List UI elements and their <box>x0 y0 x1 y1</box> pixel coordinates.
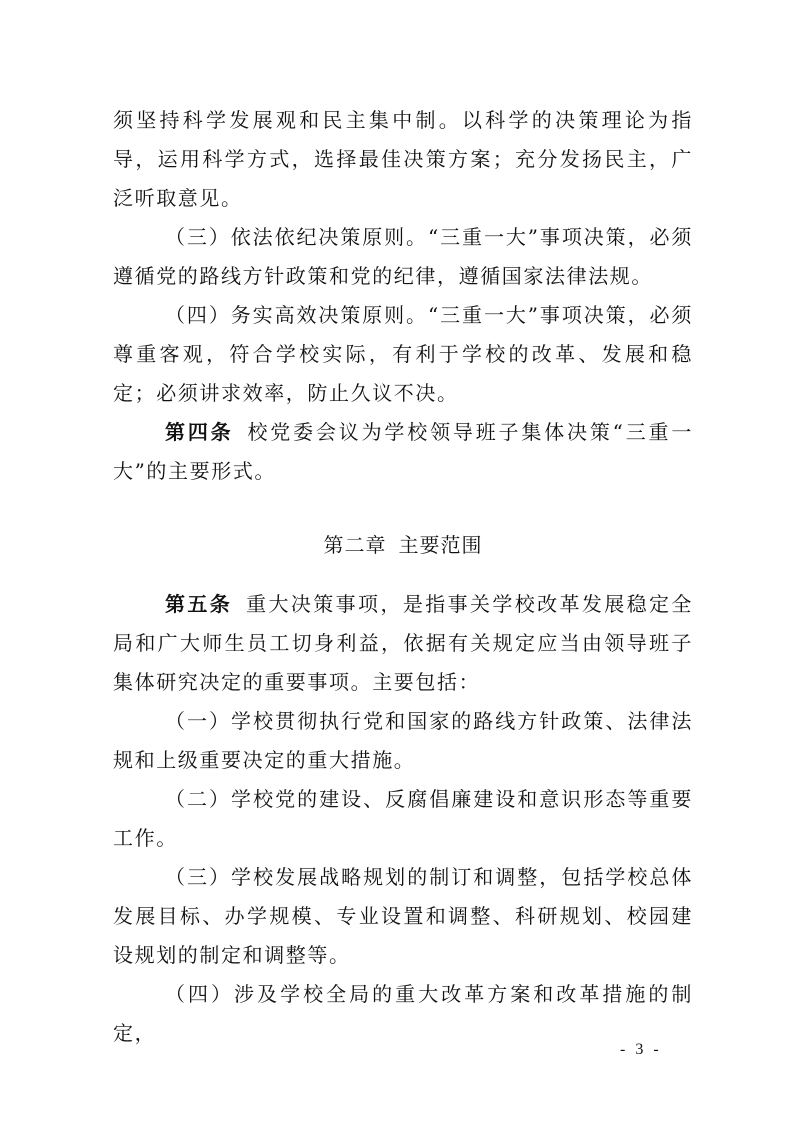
page-number: - 3 - <box>620 1041 662 1058</box>
chapter-heading <box>113 526 693 565</box>
body-text <box>113 101 693 1053</box>
article-5-text: 重大决策事项，是指事关学校改革发展稳定全局和广大师生员工切身利益，依据有关规定应当由领导班子集体研究决定的重要事项。主要包括： <box>113 592 693 694</box>
principle-4: （四）务实高效决策原则。“三重一大”事项决策，必须尊重客观，符合学校实际，有利于学校的改革、发展和稳定；必须讲求效率，防止久议不决。 <box>113 303 693 405</box>
principle-3: （三）依法依纪决策原则。“三重一大”事项决策，必须遵循党的路线方针政策和党的纪律，遵循国家法律法规。 <box>113 225 693 288</box>
paragraph-continuation: 须坚持科学发展观和民主集中制。以科学的决策理论为指导，运用科学方式，选择最佳决策方案；充分发扬民主，广泛听取意见。 <box>113 108 693 210</box>
article-4-number: 第四条 <box>165 420 234 444</box>
chapter-title: 主要范围 <box>398 533 483 557</box>
article-4 <box>113 413 693 491</box>
article-5 <box>113 585 693 702</box>
scope-item-3: （三）学校发展战略规划的制订和调整，包括学校总体发展目标、办学规模、专业设置和调整、科研规划、校园建设规划的制定和调整等。 <box>113 865 693 967</box>
article-4-text: 校党委会议为学校领导班子集体决策“三重一大”的主要形式。 <box>113 420 693 483</box>
scope-item-2: （二）学校党的建设、反腐倡廉建设和意识形态等重要工作。 <box>113 787 693 850</box>
scope-item-4: （四）涉及学校全局的重大改革方案和改革措施的制定， <box>113 982 693 1045</box>
scope-item-1: （一）学校贯彻执行党和国家的路线方针政策、法律法规和上级重要决定的重大措施。 <box>113 709 693 772</box>
chapter-number: 第二章 <box>323 533 387 557</box>
article-5-number: 第五条 <box>165 592 233 616</box>
